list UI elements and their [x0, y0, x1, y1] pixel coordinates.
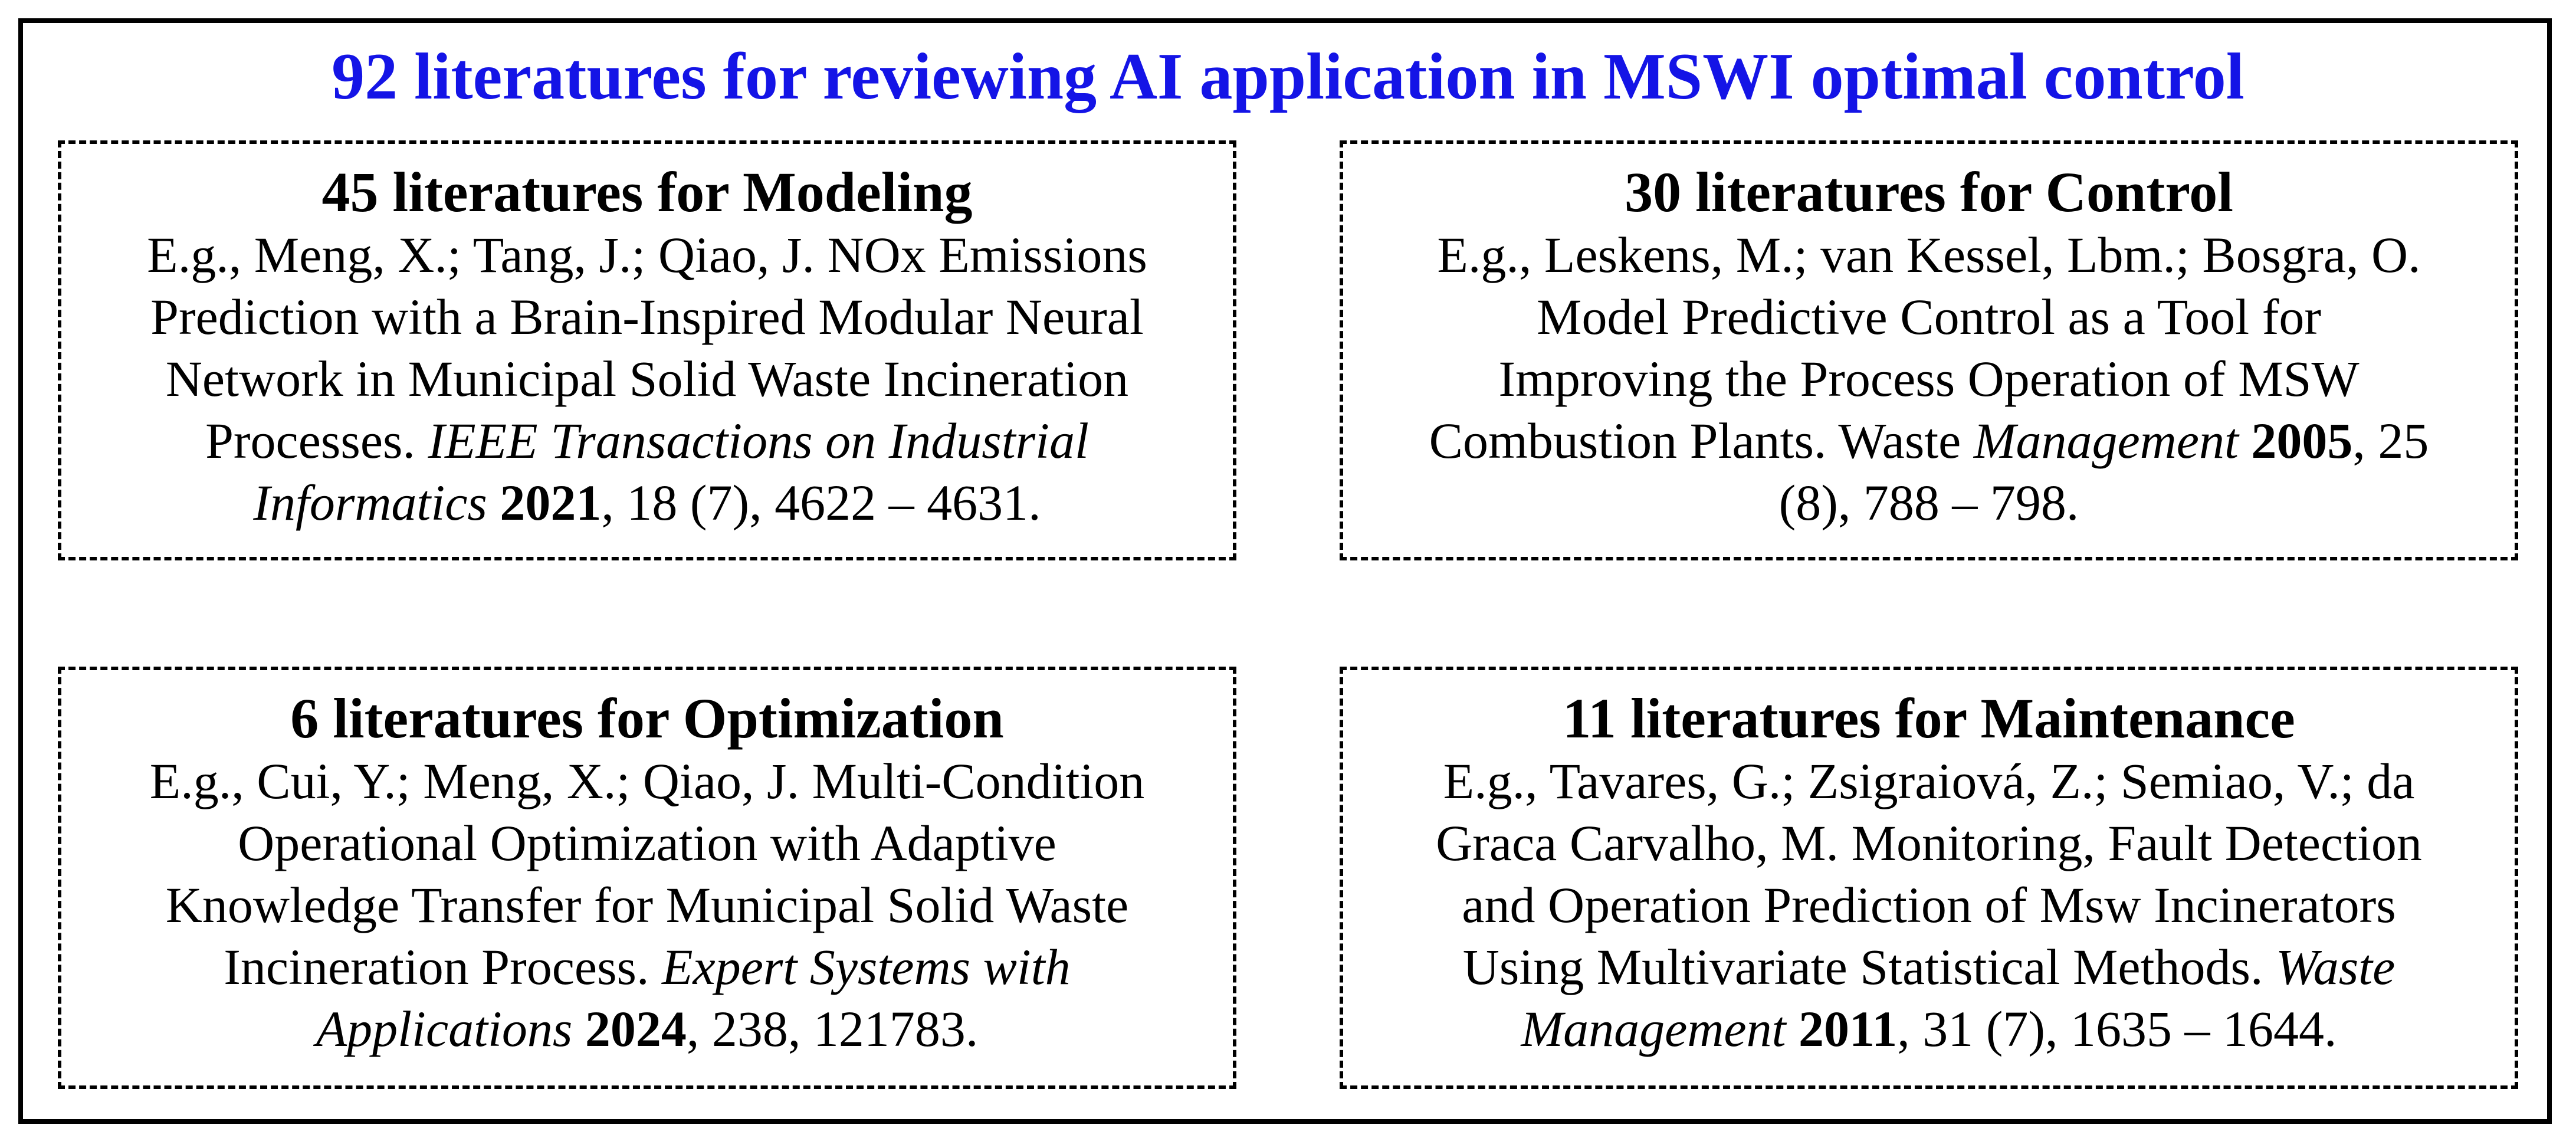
publication-year: 2011 [1798, 1001, 1898, 1057]
main-title: 92 literatures for reviewing AI application in MSWI optimal control [332, 40, 2244, 113]
optimization-heading: 6 literatures for Optimization [290, 687, 1004, 750]
journal-name: Waste [2275, 939, 2395, 995]
modeling-box [58, 140, 1236, 560]
journal-name: Applications [316, 1001, 573, 1057]
maintenance-ref-line: Using Multivariate Statistical Methods. Waste [1462, 939, 2395, 995]
optimization-ref-line: Operational Optimization with Adaptive [238, 815, 1056, 871]
control-ref-line: Improving the Process Operation of MSW [1498, 350, 2360, 407]
modeling-ref-line: Prediction with a Brain-Inspired Modular Neural [150, 288, 1144, 345]
modeling-heading: 45 literatures for Modeling [321, 160, 973, 224]
maintenance-ref-line: Management 2011, 31 (7), 1635 – 1644. [1521, 1001, 2337, 1057]
modeling-ref-line: Informatics 2021, 18 (7), 4622 – 4631. [253, 474, 1041, 531]
optimization-ref-line: E.g., Cui, Y.; Meng, X.; Qiao, J. Multi-Condition [149, 753, 1145, 809]
optimization-ref-line: Knowledge Transfer for Municipal Solid Waste [165, 877, 1129, 933]
publication-year: 2005 [2251, 412, 2353, 469]
publication-year: 2024 [585, 1001, 687, 1057]
maintenance-ref-line: Graca Carvalho, M. Monitoring, Fault Detection [1436, 815, 2422, 871]
modeling-ref-line: Network in Municipal Solid Waste Incineration [165, 350, 1129, 407]
maintenance-ref-line: E.g., Tavares, G.; Zsigraiová, Z.; Semiao, V.; da [1443, 753, 2415, 809]
modeling-ref-line: Processes. IEEE Transactions on Industrial [205, 412, 1089, 469]
control-ref-line: (8), 788 – 798. [1778, 474, 2079, 531]
maintenance-heading: 11 literatures for Maintenance [1563, 687, 2295, 750]
optimization-ref-line: Applications 2024, 238, 121783. [316, 1001, 979, 1057]
modeling-ref-line: E.g., Meng, X.; Tang, J.; Qiao, J. NOx Emissions [147, 227, 1147, 283]
journal-name: Management [1973, 412, 2239, 469]
control-heading: 30 literatures for Control [1625, 160, 2233, 224]
control-ref-line: E.g., Leskens, M.; van Kessel, Lbm.; Bosgra, O. [1437, 227, 2421, 283]
optimization-box [58, 667, 1236, 1089]
maintenance-box [1340, 667, 2518, 1089]
publication-year: 2021 [500, 474, 602, 531]
journal-name: Expert Systems with [662, 939, 1071, 995]
journal-name: IEEE Transactions on Industrial [428, 412, 1089, 469]
journal-name: Management [1521, 1001, 1786, 1057]
control-box [1340, 140, 2518, 560]
control-ref-line: Model Predictive Control as a Tool for [1537, 288, 2321, 345]
optimization-ref-line: Incineration Process. Expert Systems with [224, 939, 1071, 995]
journal-name: Informatics [253, 474, 487, 531]
control-ref-line: Combustion Plants. Waste Management 2005, 25 [1429, 412, 2429, 469]
maintenance-ref-line: and Operation Prediction of Msw Incinerators [1462, 877, 2396, 933]
